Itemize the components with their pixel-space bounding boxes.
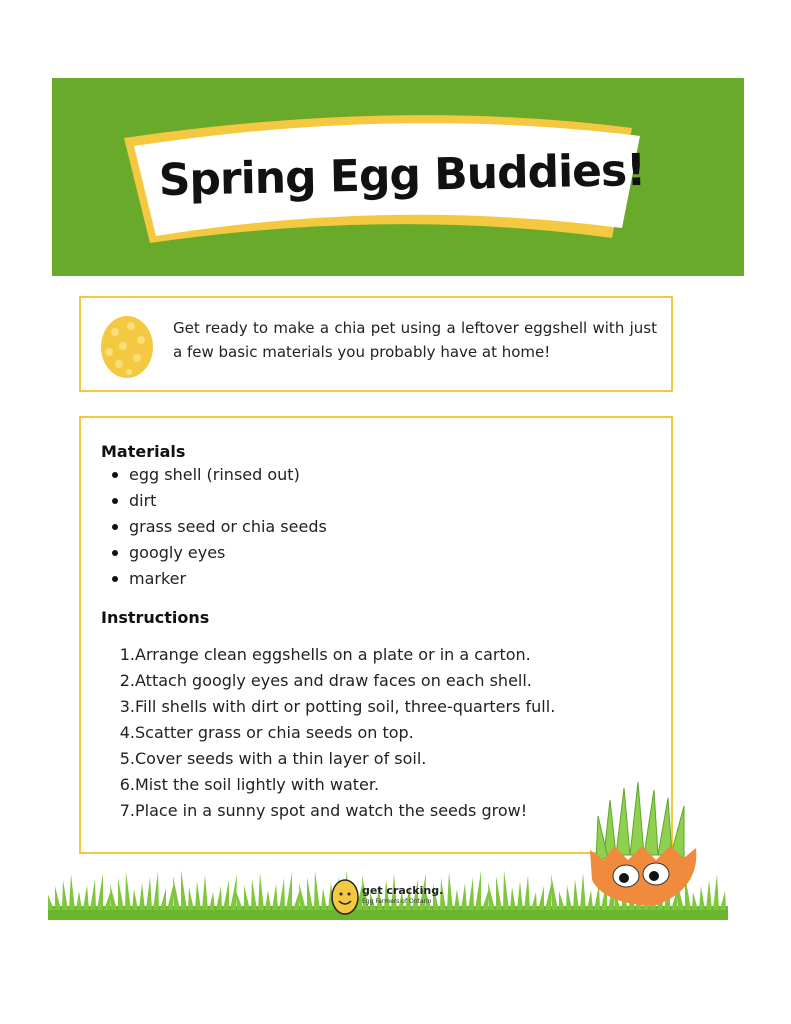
logo-subtitle: Egg Farmers of Ontario xyxy=(362,898,432,905)
list-item: grass seed or chia seeds xyxy=(109,514,327,540)
list-item xyxy=(111,798,555,824)
list-item: egg shell (rinsed out) xyxy=(109,462,327,488)
polka-dot-egg-icon xyxy=(99,312,155,378)
egg-buddy-grass-icon xyxy=(584,780,704,910)
step-number: 2. xyxy=(119,671,135,690)
list-item xyxy=(111,642,555,668)
step-text: Cover seeds with a thin layer of soil. xyxy=(135,749,427,768)
step-text: Scatter grass or chia seeds on top. xyxy=(135,723,414,742)
list-item xyxy=(111,720,555,746)
step-number: 4. xyxy=(119,723,135,742)
step-number: 5. xyxy=(119,749,135,768)
step-number: 7. xyxy=(119,801,135,820)
step-text: Attach googly eyes and draw faces on each shell. xyxy=(135,671,532,690)
list-item xyxy=(111,668,555,694)
smiling-egg-icon xyxy=(330,876,360,916)
header-banner xyxy=(52,78,744,276)
get-cracking-logo xyxy=(322,872,462,922)
materials-heading: Materials xyxy=(101,442,186,461)
step-text: Mist the soil lightly with water. xyxy=(135,775,380,794)
list-item: dirt xyxy=(109,488,327,514)
materials-list xyxy=(109,462,327,592)
list-item xyxy=(111,772,555,798)
list-item: googly eyes xyxy=(109,540,327,566)
instructions-heading: Instructions xyxy=(101,608,210,627)
list-item xyxy=(111,746,555,772)
step-number: 6. xyxy=(119,775,135,794)
list-item: marker xyxy=(109,566,327,592)
list-item xyxy=(111,694,555,720)
logo-wordmark: get cracking. xyxy=(362,884,444,897)
step-text: Arrange clean eggshells on a plate or in a carton. xyxy=(135,645,531,664)
step-text: Place in a sunny spot and watch the seeds grow! xyxy=(135,801,528,820)
intro-box xyxy=(79,296,673,392)
page-title: Spring Egg Buddies! xyxy=(158,144,646,207)
step-text: Fill shells with dirt or potting soil, three-quarters full. xyxy=(135,697,556,716)
step-number: 1. xyxy=(119,645,135,664)
instructions-list xyxy=(111,642,555,824)
intro-text: Get ready to make a chia pet using a leftover eggshell with just a few basic materials you probably have at home! xyxy=(173,319,657,361)
step-number: 3. xyxy=(119,697,135,716)
